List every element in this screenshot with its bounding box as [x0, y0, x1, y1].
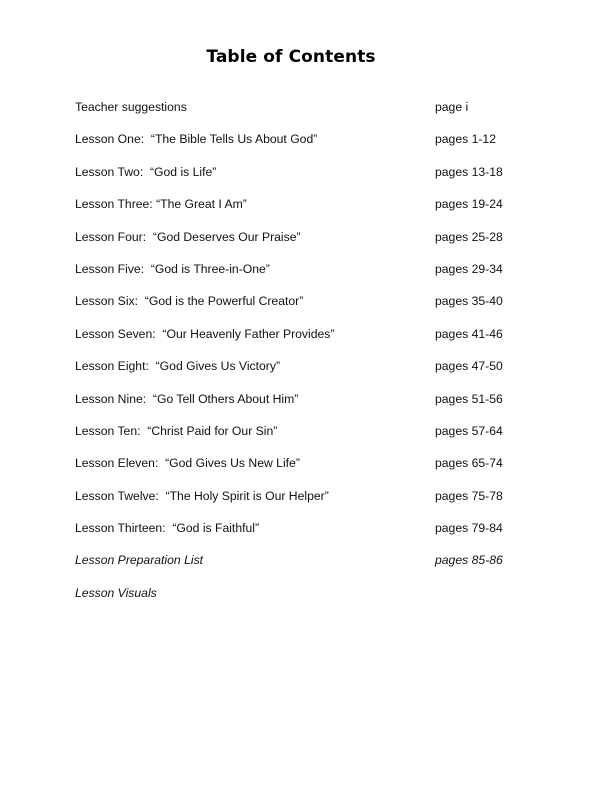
- toc-entry-lesson-six: [75, 293, 535, 325]
- toc-entry-pages: pages 47-50: [435, 359, 503, 374]
- toc-entry-lesson-visuals: [75, 585, 535, 617]
- toc-entry-label: Lesson Preparation List: [75, 553, 204, 568]
- toc-entry-label: Lesson Three: “The Great I Am”: [75, 197, 247, 212]
- toc-entry-lesson-eight: [75, 358, 535, 390]
- toc-entry-label: Lesson One: “The Bible Tells Us About God”: [75, 132, 318, 147]
- toc-entry-lesson-nine: [75, 391, 535, 423]
- toc-entry-pages: pages 1-12: [435, 132, 496, 147]
- toc-entry-lesson-preparation-list: [75, 552, 535, 584]
- toc-entry-pages: pages 57-64: [435, 423, 503, 438]
- toc-entry-label: Lesson Thirteen: “God is Faithful”: [75, 521, 260, 536]
- toc-entry-label: Lesson Two: “God is Life”: [75, 164, 217, 179]
- toc-entry-lesson-seven: [75, 326, 535, 358]
- toc-entry-pages: pages 19-24: [435, 197, 503, 212]
- toc-entry-pages: pages 65-74: [435, 456, 503, 471]
- toc-entry-pages: pages 75-78: [435, 488, 503, 503]
- toc-entry-pages: pages 41-46: [435, 326, 503, 341]
- toc-entry-lesson-ten: [75, 423, 535, 455]
- toc-entry-label: Lesson Four: “God Deserves Our Praise”: [75, 229, 301, 244]
- toc-entry-teacher-suggestions: [75, 99, 535, 131]
- toc-entry-label: Teacher suggestions: [75, 100, 187, 114]
- toc-entry-lesson-twelve: [75, 488, 535, 520]
- toc-entry-pages: pages 25-28: [435, 229, 503, 244]
- toc-entry-label: Lesson Twelve: “The Holy Spirit is Our Helper”: [75, 488, 329, 503]
- toc-entry-pages: pages 85-86: [435, 553, 503, 568]
- toc-entry-label: Lesson Seven: “Our Heavenly Father Provides”: [75, 326, 335, 341]
- toc-entry-label: Lesson Eight: “God Gives Us Victory”: [75, 359, 281, 374]
- toc-entry-label: Lesson Five: “God is Three-in-One”: [75, 261, 270, 276]
- toc-entry-label: Lesson Eleven: “God Gives Us New Life”: [75, 456, 300, 471]
- toc-entry-pages: pages 13-18: [435, 164, 503, 179]
- toc-entry-lesson-five: [75, 261, 535, 293]
- toc-entry-pages: pages 29-34: [435, 261, 503, 276]
- toc-entry-pages: pages 35-40: [435, 294, 503, 309]
- page-title: Table of Contents: [206, 47, 376, 67]
- toc-entry-lesson-three: [75, 196, 535, 228]
- table-of-contents: [75, 99, 535, 617]
- toc-entry-label: Lesson Visuals: [75, 585, 157, 600]
- toc-entry-label: Lesson Ten: “Christ Paid for Our Sin”: [75, 423, 278, 438]
- toc-entry-lesson-one: [75, 131, 535, 163]
- toc-entry-pages: page i: [435, 100, 469, 114]
- toc-entry-lesson-eleven: [75, 455, 535, 487]
- toc-entry-pages: pages 79-84: [435, 521, 503, 536]
- toc-entry-lesson-thirteen: [75, 520, 535, 552]
- toc-entry-label: Lesson Six: “God is the Powerful Creator”: [75, 294, 304, 309]
- toc-entry-lesson-two: [75, 164, 535, 196]
- toc-entry-lesson-four: [75, 229, 535, 261]
- toc-entry-pages: pages 51-56: [435, 391, 503, 406]
- toc-entry-label: Lesson Nine: “Go Tell Others About Him”: [75, 391, 299, 406]
